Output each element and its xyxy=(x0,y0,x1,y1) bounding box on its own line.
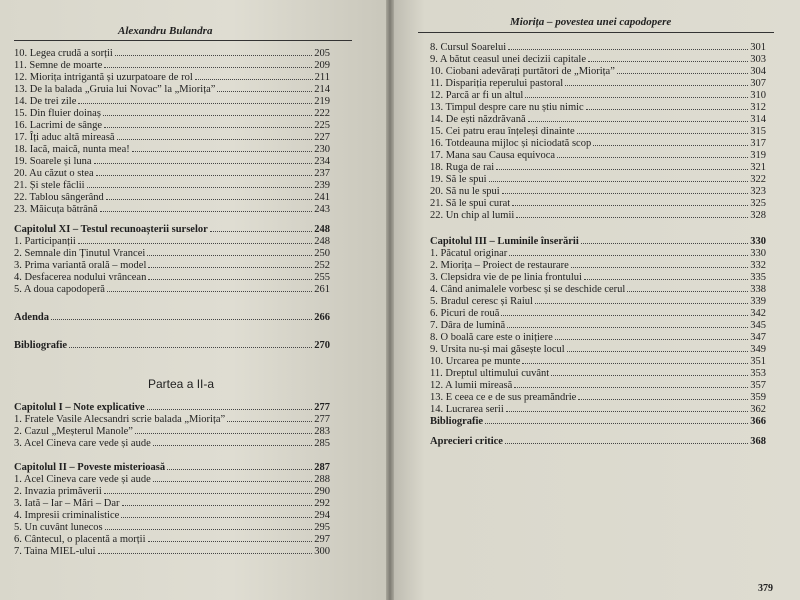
toc-leader-dots xyxy=(147,402,313,410)
toc-leader-dots xyxy=(100,204,313,212)
toc-entry-title: 9. Ursita nu-și mai găsește locul xyxy=(430,344,565,355)
toc-leader-dots xyxy=(509,248,748,256)
toc-entry-page: 295 xyxy=(314,522,330,533)
toc-leader-dots xyxy=(148,260,312,268)
toc-entry-title: 13. E ceea ce e de sus preamăndrie xyxy=(430,392,577,403)
toc-entry xyxy=(430,320,766,331)
toc-entry xyxy=(14,546,330,557)
toc-entry xyxy=(430,272,766,283)
toc-leader-dots xyxy=(577,126,749,134)
toc-leader-dots xyxy=(617,66,748,74)
toc-leader-dots xyxy=(210,224,312,232)
toc-entry-title: 1. Păcatul originar xyxy=(430,248,508,259)
toc-entry-title: 4. Impresii criminalistice xyxy=(14,510,120,521)
toc-leader-dots xyxy=(69,340,312,348)
toc-leader-dots xyxy=(578,392,748,400)
toc-entry xyxy=(14,108,330,119)
toc-entry-page: 243 xyxy=(314,204,330,215)
toc-entry-page: 338 xyxy=(750,284,766,295)
toc-entry-page: 261 xyxy=(314,284,330,295)
toc-entry-page: 241 xyxy=(314,192,330,203)
toc-entry-title: 3. Acel Cineva care vede și aude xyxy=(14,438,151,449)
toc-entry-title: 2. Invazia primăverii xyxy=(14,486,102,497)
toc-entry-title: 13. De la balada „Gruia lui Novac” la „Miorița” xyxy=(14,84,216,95)
toc-entry xyxy=(430,78,766,89)
toc-entry-page: 248 xyxy=(314,224,330,235)
toc-entry-page: 252 xyxy=(314,260,330,271)
toc-entry xyxy=(430,308,766,319)
toc-entry-title: 12. Parcă ar fi un altul xyxy=(430,90,524,101)
toc-entry-title: Bibliografie xyxy=(14,340,68,351)
toc-entry xyxy=(14,260,330,271)
toc-leader-dots xyxy=(555,332,749,340)
toc-heading xyxy=(430,436,766,447)
toc-entry-title: 15. Cei patru erau înțeleși dinainte xyxy=(430,126,575,137)
toc-entry-title: 7. Taina MIEL-ului xyxy=(14,546,96,557)
toc-entry-page: 319 xyxy=(750,150,766,161)
toc-entry-title: 10. Legea crudă a sorții xyxy=(14,48,113,59)
toc-entry-title: Capitolul II – Poveste misterioasă xyxy=(14,462,166,473)
toc-entry-page: 345 xyxy=(750,320,766,331)
left-header-rule xyxy=(14,40,352,41)
toc-entry-page: 205 xyxy=(314,48,330,59)
toc-leader-dots xyxy=(485,416,748,424)
toc-entry-title: 21. Să le spui curat xyxy=(430,198,511,209)
toc-leader-dots xyxy=(117,132,313,140)
toc-leader-dots xyxy=(103,108,312,116)
toc-leader-dots xyxy=(525,90,748,98)
toc-entry xyxy=(430,392,766,403)
toc-entry-title: 18. Iacă, maică, nunta mea! xyxy=(14,144,130,155)
toc-entry xyxy=(430,54,766,65)
toc-leader-dots xyxy=(507,320,748,328)
toc-leader-dots xyxy=(153,438,313,446)
toc-leader-dots xyxy=(78,96,312,104)
toc-entry xyxy=(430,42,766,53)
toc-entry-title: Capitolul I – Note explicative xyxy=(14,402,145,413)
toc-entry-page: 283 xyxy=(314,426,330,437)
toc-entry-page: 211 xyxy=(314,72,330,83)
toc-entry-page: 266 xyxy=(314,312,330,323)
toc-entry-page: 310 xyxy=(750,90,766,101)
toc-leader-dots xyxy=(502,186,749,194)
toc-entry-title: 14. Lucrarea serii xyxy=(430,404,504,415)
toc-entry xyxy=(430,344,766,355)
toc-entry-title: 15. Din fluier doinaș xyxy=(14,108,101,119)
toc-leader-dots xyxy=(567,344,749,352)
toc-entry xyxy=(430,332,766,343)
toc-leader-dots xyxy=(551,368,748,376)
toc-leader-dots xyxy=(571,260,748,268)
toc-entry-title: 11. Dispariția reperului pastoral xyxy=(430,78,564,89)
toc-entry-page: 332 xyxy=(750,260,766,271)
toc-leader-dots xyxy=(104,60,312,68)
toc-entry-page: 353 xyxy=(750,368,766,379)
toc-entry-title: 1. Fratele Vasile Alecsandri scrie balada „Miorița” xyxy=(14,414,226,425)
toc-leader-dots xyxy=(501,308,748,316)
toc-entry-title: 7. Dâra de lumină xyxy=(430,320,506,331)
toc-entry-title: 11. Dreptul ultimului cuvânt xyxy=(430,368,550,379)
toc-entry-title: 3. Iată – Iar – Mări – Dar xyxy=(14,498,120,509)
toc-entry xyxy=(14,272,330,283)
toc-entry-page: 250 xyxy=(314,248,330,259)
toc-entry-title: 22. Tablou sângerând xyxy=(14,192,104,203)
toc-entry xyxy=(14,510,330,521)
toc-entry-page: 315 xyxy=(750,126,766,137)
toc-entry-page: 277 xyxy=(314,402,330,413)
toc-entry-page: 325 xyxy=(750,198,766,209)
toc-entry-page: 317 xyxy=(750,138,766,149)
toc-entry-page: 314 xyxy=(750,114,766,125)
toc-entry-title: Aprecieri critice xyxy=(430,436,503,447)
toc-entry-title: 20. Să nu le spui xyxy=(430,186,500,197)
toc-entry-title: Adenda xyxy=(14,312,50,323)
toc-entry-title: 10. Urcarea pe munte xyxy=(430,356,521,367)
toc-leader-dots xyxy=(584,272,748,280)
toc-leader-dots xyxy=(148,534,313,542)
toc-leader-dots xyxy=(522,356,748,364)
toc-leader-dots xyxy=(508,42,748,50)
toc-entry-page: 239 xyxy=(314,180,330,191)
toc-leader-dots xyxy=(528,114,749,122)
toc-entry-page: 301 xyxy=(750,42,766,53)
toc-entry-page: 219 xyxy=(314,96,330,107)
toc-entry xyxy=(14,284,330,295)
toc-entry-page: 335 xyxy=(750,272,766,283)
part-heading: Partea a II-a xyxy=(148,377,215,391)
toc-entry-page: 322 xyxy=(750,174,766,185)
toc-leader-dots xyxy=(593,138,748,146)
toc-entry xyxy=(14,60,330,71)
left-running-head: Alexandru Bulandra xyxy=(118,25,213,37)
toc-leader-dots xyxy=(135,426,312,434)
toc-entry-title: 22. Un chip al lumii xyxy=(430,210,515,221)
toc-entry xyxy=(14,522,330,533)
toc-leader-dots xyxy=(217,84,312,92)
toc-entry xyxy=(430,174,766,185)
toc-entry xyxy=(430,114,766,125)
toc-entry-title: 9. A bătut ceasul unei decizii capitale xyxy=(430,54,586,65)
toc-leader-dots xyxy=(516,210,748,218)
toc-entry-title: 14. De ești năzdrăvană xyxy=(430,114,526,125)
toc-entry-title: 17. Mana sau Causa equivoca xyxy=(430,150,556,161)
toc-heading xyxy=(430,236,766,247)
toc-entry xyxy=(14,120,330,131)
toc-entry-title: 16. Lacrimi de sânge xyxy=(14,120,103,131)
toc-entry xyxy=(430,284,766,295)
toc-entry-page: 307 xyxy=(750,78,766,89)
toc-entry-title: 2. Semnale din Ținutul Vrancei xyxy=(14,248,146,259)
toc-entry-title: 19. Să le spui xyxy=(430,174,487,185)
toc-entry-page: 300 xyxy=(314,546,330,557)
toc-entry xyxy=(14,248,330,259)
toc-entry-title: Capitolul III – Luminile înserării xyxy=(430,236,579,247)
toc-leader-dots xyxy=(535,296,748,304)
toc-entry xyxy=(430,260,766,271)
toc-heading xyxy=(430,416,766,427)
toc-entry-page: 230 xyxy=(314,144,330,155)
toc-leader-dots xyxy=(588,54,748,62)
toc-entry-page: 368 xyxy=(750,436,766,447)
toc-entry xyxy=(14,72,330,83)
toc-entry-title: 8. Cursul Soarelui xyxy=(430,42,507,53)
toc-leader-dots xyxy=(87,180,313,188)
toc-entry-title: 3. Prima variantă orală – model xyxy=(14,260,147,271)
toc-heading xyxy=(14,402,330,413)
toc-entry-title: 12. Miorița intrigantă și uzurpatoare de rol xyxy=(14,72,193,83)
toc-entry-page: 359 xyxy=(750,392,766,403)
toc-entry xyxy=(14,132,330,143)
toc-leader-dots xyxy=(227,414,312,422)
toc-leader-dots xyxy=(557,150,748,158)
toc-entry-title: 4. Desfacerea nodului vrâncean xyxy=(14,272,147,283)
right-running-head: Miorița – povestea unei capodopere xyxy=(510,16,672,28)
toc-entry-page: 349 xyxy=(750,344,766,355)
toc-leader-dots xyxy=(105,522,313,530)
toc-entry-page: 285 xyxy=(314,438,330,449)
toc-entry-page: 357 xyxy=(750,380,766,391)
toc-entry-page: 330 xyxy=(750,236,766,247)
toc-entry xyxy=(430,138,766,149)
toc-entry-title: 2. Miorița – Proiect de restaurare xyxy=(430,260,569,271)
toc-entry-title: 1. Acel Cineva care vede și aude xyxy=(14,474,151,485)
toc-entry-page: 366 xyxy=(750,416,766,427)
toc-entry xyxy=(430,210,766,221)
book-gutter xyxy=(386,0,394,600)
toc-entry-page: 362 xyxy=(750,404,766,415)
toc-entry-title: 20. Au căzut o stea xyxy=(14,168,94,179)
toc-entry-page: 304 xyxy=(750,66,766,77)
toc-entry-title: 16. Totdeauna mijloc și niciodată scop xyxy=(430,138,592,149)
toc-entry-page: 270 xyxy=(314,340,330,351)
toc-entry-page: 297 xyxy=(314,534,330,545)
toc-entry xyxy=(430,380,766,391)
toc-entry-title: 19. Soarele și luna xyxy=(14,156,92,167)
toc-entry-page: 351 xyxy=(750,356,766,367)
toc-entry xyxy=(430,356,766,367)
toc-entry xyxy=(14,48,330,59)
toc-entry-title: 13. Timpul despre care nu știu nimic xyxy=(430,102,584,113)
toc-heading xyxy=(14,340,330,351)
toc-entry-page: 255 xyxy=(314,272,330,283)
toc-leader-dots xyxy=(147,248,312,256)
toc-entry xyxy=(14,204,330,215)
toc-entry-page: 214 xyxy=(314,84,330,95)
toc-entry-page: 312 xyxy=(750,102,766,113)
toc-entry xyxy=(430,186,766,197)
toc-entry xyxy=(14,96,330,107)
toc-leader-dots xyxy=(107,284,312,292)
toc-entry-page: 342 xyxy=(750,308,766,319)
toc-entry xyxy=(430,66,766,77)
toc-entry-page: 277 xyxy=(314,414,330,425)
toc-entry-page: 227 xyxy=(314,132,330,143)
toc-entry-page: 292 xyxy=(314,498,330,509)
toc-leader-dots xyxy=(195,72,313,80)
toc-entry xyxy=(14,168,330,179)
toc-entry-page: 321 xyxy=(750,162,766,173)
toc-entry-page: 347 xyxy=(750,332,766,343)
toc-entry-title: 2. Cazul „Meșterul Manole” xyxy=(14,426,133,437)
toc-entry xyxy=(430,102,766,113)
toc-entry xyxy=(14,486,330,497)
toc-leader-dots xyxy=(586,102,749,110)
toc-entry xyxy=(14,156,330,167)
toc-entry-page: 237 xyxy=(314,168,330,179)
toc-leader-dots xyxy=(51,312,312,320)
toc-heading xyxy=(14,224,330,235)
toc-entry xyxy=(430,150,766,161)
toc-entry-title: 12. A lumii mireasă xyxy=(430,380,513,391)
toc-entry-title: 18. Ruga de rai xyxy=(430,162,495,173)
toc-entry-page: 248 xyxy=(314,236,330,247)
page-number: 379 xyxy=(758,583,773,594)
toc-leader-dots xyxy=(627,284,748,292)
toc-entry-page: 330 xyxy=(750,248,766,259)
toc-leader-dots xyxy=(167,462,312,470)
toc-entry-title: 21. Și stele făclii xyxy=(14,180,85,191)
toc-entry-title: 4. Când animalele vorbesc și se deschide cerul xyxy=(430,284,626,295)
toc-entry xyxy=(14,474,330,485)
toc-leader-dots xyxy=(94,156,313,164)
toc-leader-dots xyxy=(98,546,313,554)
toc-leader-dots xyxy=(489,174,749,182)
toc-entry xyxy=(430,126,766,137)
toc-entry-page: 225 xyxy=(314,120,330,131)
toc-entry-title: 6. Picuri de rouă xyxy=(430,308,500,319)
toc-entry xyxy=(430,90,766,101)
toc-entry-title: 6. Cântecul, o placentă a morții xyxy=(14,534,146,545)
toc-leader-dots xyxy=(514,380,748,388)
toc-entry-page: 290 xyxy=(314,486,330,497)
toc-entry-title: 11. Semne de moarte xyxy=(14,60,103,71)
toc-entry xyxy=(14,192,330,203)
toc-entry-page: 209 xyxy=(314,60,330,71)
toc-entry-title: 3. Clepsidra vie de pe linia frontului xyxy=(430,272,582,283)
toc-leader-dots xyxy=(505,436,748,444)
right-header-rule xyxy=(418,32,774,33)
toc-entry xyxy=(430,198,766,209)
toc-entry xyxy=(14,414,330,425)
toc-entry-page: 328 xyxy=(750,210,766,221)
toc-entry xyxy=(14,84,330,95)
toc-entry xyxy=(430,248,766,259)
toc-entry xyxy=(430,404,766,415)
toc-entry xyxy=(430,162,766,173)
toc-leader-dots xyxy=(565,78,748,86)
toc-leader-dots xyxy=(115,48,312,56)
toc-leader-dots xyxy=(132,144,313,152)
toc-entry-page: 339 xyxy=(750,296,766,307)
toc-entry-title: 1. Participanții xyxy=(14,236,76,247)
toc-entry-title: 23. Măicuța bătrână xyxy=(14,204,98,215)
toc-entry xyxy=(14,438,330,449)
toc-entry-title: Capitolul XI – Testul recunoașterii surselor xyxy=(14,224,208,235)
toc-entry xyxy=(430,296,766,307)
toc-entry-title: Bibliografie xyxy=(430,416,484,427)
toc-entry xyxy=(14,180,330,191)
toc-leader-dots xyxy=(122,498,313,506)
toc-leader-dots xyxy=(104,486,312,494)
toc-entry xyxy=(14,236,330,247)
toc-entry-page: 323 xyxy=(750,186,766,197)
toc-leader-dots xyxy=(121,510,312,518)
toc-entry-page: 288 xyxy=(314,474,330,485)
toc-entry xyxy=(14,498,330,509)
toc-leader-dots xyxy=(496,162,748,170)
toc-leader-dots xyxy=(153,474,313,482)
toc-leader-dots xyxy=(104,120,312,128)
toc-leader-dots xyxy=(506,404,748,412)
toc-entry-title: 5. Bradul ceresc și Raiul xyxy=(430,296,533,307)
toc-leader-dots xyxy=(96,168,313,176)
toc-leader-dots xyxy=(78,236,312,244)
toc-entry-page: 294 xyxy=(314,510,330,521)
toc-leader-dots xyxy=(106,192,312,200)
toc-entry-title: 5. Un cuvânt lunecos xyxy=(14,522,103,533)
toc-entry-page: 303 xyxy=(750,54,766,65)
toc-entry-page: 287 xyxy=(314,462,330,473)
toc-entry-page: 234 xyxy=(314,156,330,167)
toc-entry-title: 10. Ciobani adevărați purtători de „Miorița” xyxy=(430,66,615,77)
toc-entry-page: 222 xyxy=(314,108,330,119)
toc-entry xyxy=(14,534,330,545)
toc-entry-title: 17. Îți aduc altă mireasă xyxy=(14,132,115,143)
toc-leader-dots xyxy=(148,272,312,280)
toc-heading xyxy=(14,462,330,473)
toc-entry xyxy=(14,144,330,155)
toc-entry-title: 5. A doua capodoperă xyxy=(14,284,105,295)
toc-entry-title: 14. De trei zile xyxy=(14,96,77,107)
toc-heading xyxy=(14,312,330,323)
toc-leader-dots xyxy=(512,198,748,206)
toc-entry xyxy=(14,426,330,437)
toc-entry xyxy=(430,368,766,379)
toc-leader-dots xyxy=(581,236,748,244)
toc-entry-title: 8. O boală care este o inițiere xyxy=(430,332,553,343)
